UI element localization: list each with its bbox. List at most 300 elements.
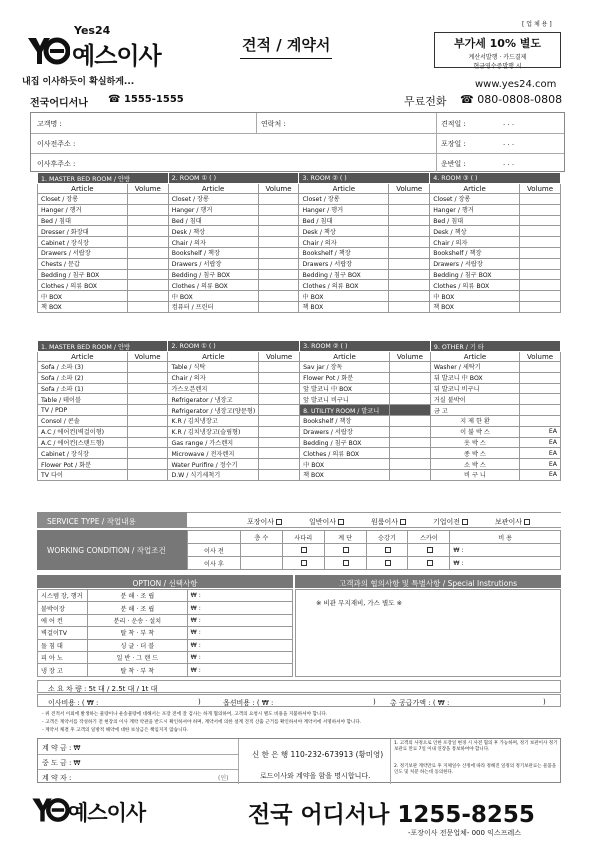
option-cost[interactable]: ₩ :	[187, 627, 292, 639]
article-cell: Desk / 책상	[299, 226, 389, 237]
working-condition-label: WORKING CONDITION / 작업조건	[37, 530, 187, 570]
article-col-header: Article	[38, 184, 128, 194]
article-cell: 지 제 한 환	[430, 415, 519, 426]
free-call-label: 무료전화	[404, 95, 447, 108]
volume-cell[interactable]	[259, 437, 300, 448]
volume-col-header: Volume	[389, 184, 430, 194]
estimate-date-field[interactable]: 견적일 :	[441, 120, 466, 128]
volume-cell[interactable]	[127, 237, 168, 248]
working-cost[interactable]: ₩ :	[450, 557, 561, 570]
article-cell: Bookshelf / 책장	[168, 247, 258, 258]
volume-cell[interactable]	[389, 394, 430, 405]
brand-small: Yes24	[74, 24, 111, 37]
article-cell: D.W / 식기세척기	[168, 469, 259, 480]
article-cell: Sofa / 소파 (3)	[38, 362, 128, 373]
volume-cell[interactable]	[389, 362, 430, 373]
pack-date-dots: . . .	[503, 139, 515, 147]
volume-cell[interactable]	[520, 415, 561, 426]
volume-cell[interactable]	[258, 247, 299, 258]
article-cell: Closet / 장롱	[430, 194, 520, 205]
volume-cell[interactable]	[389, 226, 430, 237]
volume-cell[interactable]	[520, 372, 561, 383]
article-cell: 가스오븐렌지	[168, 383, 259, 394]
volume-cell[interactable]	[520, 280, 561, 291]
volume-cell[interactable]	[389, 426, 430, 437]
working-row-label: 이사 후	[188, 557, 241, 570]
option-item: 냉 장 고	[38, 664, 88, 676]
volume-cell[interactable]	[259, 405, 300, 416]
option-item: 피 아 노	[38, 651, 88, 663]
volume-cell[interactable]	[389, 194, 430, 205]
article-cell: 옷 박 스	[430, 437, 519, 448]
option-item: 에 어 컨	[38, 614, 88, 626]
vehicle-row[interactable]: 소 요 차 량 : 5t 대 / 2.5t 대 / 1t 대	[37, 680, 561, 693]
service-option-label: 일반이사	[309, 518, 337, 526]
volume-cell[interactable]	[127, 383, 168, 394]
working-col-header: 층 수	[240, 531, 282, 544]
checkbox[interactable]	[524, 519, 530, 525]
working-cell[interactable]	[324, 557, 366, 570]
terms-1: 1. 고객의 사정으로 인한 포장일 변경 시 사전 협의 후 가능하며, 정기 보관이사 정기보관료 만료 7일 이내 연장을 통보하여야 합니다.	[394, 741, 558, 752]
working-cell[interactable]	[366, 544, 408, 557]
vat-box	[434, 32, 561, 68]
volume-cell[interactable]	[258, 258, 299, 269]
table-row	[38, 226, 561, 237]
volume-cell[interactable]	[520, 269, 561, 280]
volume-cell[interactable]	[127, 194, 168, 205]
checkbox[interactable]	[385, 547, 391, 553]
room-header-1: 1. MASTER BED ROOM / 안방	[38, 341, 168, 352]
table-row	[38, 301, 561, 312]
volume-cell[interactable]	[389, 247, 430, 258]
working-cell[interactable]	[240, 544, 282, 557]
from-address-field[interactable]: 이사전주소 :	[37, 140, 76, 148]
volume-col-header: Volume	[520, 352, 561, 362]
article-cell: Chests / 문갑	[38, 258, 128, 269]
brand-phone: ☎ 1555-1555	[108, 94, 184, 105]
article-cell: Hanger / 행거	[430, 204, 520, 215]
volume-cell[interactable]	[520, 291, 561, 302]
service-option-3[interactable]	[371, 517, 406, 527]
table-row	[38, 237, 561, 248]
volume-cell[interactable]	[259, 362, 300, 373]
volume-cell[interactable]	[258, 291, 299, 302]
table-row	[38, 664, 293, 676]
service-option-2[interactable]	[309, 517, 344, 527]
volume-cell[interactable]	[520, 405, 561, 416]
table-row	[38, 448, 561, 459]
working-cell[interactable]	[324, 544, 366, 557]
volume-col-header: Volume	[127, 352, 168, 362]
article-cell: Bookshelf / 책장	[300, 415, 390, 426]
article-cell: 中 BOX	[38, 291, 128, 302]
article-cell: Sav jar / 장독	[300, 362, 390, 373]
table-row	[38, 215, 561, 226]
ea-unit[interactable]: EA	[520, 426, 561, 437]
volume-cell[interactable]	[520, 194, 561, 205]
volume-cell[interactable]	[520, 258, 561, 269]
option-cost: 옵션비용 : ( ₩ :	[223, 699, 274, 707]
option-item: 시스템 장, 행거	[38, 590, 88, 602]
table-row	[188, 557, 561, 570]
volume-cell[interactable]	[389, 372, 430, 383]
footer-yes-logo-icon	[30, 795, 70, 825]
checkbox[interactable]	[462, 519, 468, 525]
article-cell: Refrigerator / 냉장고(양문형)	[168, 405, 259, 416]
volume-cell[interactable]	[127, 258, 168, 269]
article-cell: Hanger / 행거	[38, 204, 128, 215]
option-item: 돌 침 대	[38, 639, 88, 651]
table-row	[188, 544, 561, 557]
article-col-header: Article	[168, 352, 259, 362]
website: www.yes24.com	[475, 79, 557, 90]
volume-cell[interactable]	[389, 237, 430, 248]
table-row	[38, 394, 561, 405]
volume-cell[interactable]	[127, 204, 168, 215]
volume-cell[interactable]	[127, 415, 168, 426]
ea-unit[interactable]: EA	[520, 459, 561, 470]
volume-cell[interactable]	[259, 372, 300, 383]
article-cell: Flower Pot / 화분	[38, 459, 128, 470]
customer-name-field[interactable]: 고객명 :	[37, 120, 62, 128]
table-row	[38, 269, 561, 280]
article-col-header: Article	[430, 184, 520, 194]
volume-cell[interactable]	[389, 448, 430, 459]
customer-info	[30, 112, 565, 172]
article-cell: Closet / 장롱	[168, 194, 258, 205]
table-row	[38, 372, 561, 383]
volume-cell[interactable]	[389, 405, 430, 416]
volume-cell[interactable]	[259, 448, 300, 459]
yes-logo-icon	[26, 34, 70, 68]
article-cell: Microwave / 전자렌지	[168, 448, 259, 459]
volume-cell[interactable]	[127, 226, 168, 237]
article-cell: TV 다이	[38, 469, 128, 480]
volume-cell[interactable]	[520, 215, 561, 226]
volume-cell[interactable]	[520, 204, 561, 215]
volume-cell[interactable]	[127, 437, 168, 448]
checkbox[interactable]	[385, 560, 391, 566]
working-cost[interactable]: ₩ :	[450, 544, 561, 557]
room-header-3: 3. ROOM ② ( )	[299, 173, 430, 184]
article-cell: 책 BOX	[430, 301, 520, 312]
volume-cell[interactable]	[127, 405, 168, 416]
article-cell: Drawers / 서랍장	[168, 258, 258, 269]
volume-cell[interactable]	[520, 362, 561, 373]
footer-slogan: 전국 어디서나 1255-8255	[248, 802, 535, 828]
terms-2: 2. 정기보관 계약만료 후 지체일수 산정에 따라 정해진 일정의 정기보관료는 물품을 인도 및 처분 하는데 동의한다.	[394, 764, 557, 775]
article-cell: Desk / 책상	[168, 226, 258, 237]
option-table	[37, 589, 293, 677]
room-header-1: 1. MASTER BED ROOM / 안방	[38, 173, 169, 184]
volume-cell[interactable]	[127, 469, 168, 480]
volume-cell[interactable]	[258, 204, 299, 215]
checkbox[interactable]	[400, 519, 406, 525]
article-cell: Bed / 침대	[38, 215, 128, 226]
article-cell: Drawers / 서랍장	[430, 258, 520, 269]
working-cell[interactable]	[408, 544, 450, 557]
article-cell: Consol / 콘솔	[38, 415, 128, 426]
working-col-header: 계 단	[324, 531, 366, 544]
volume-cell[interactable]	[520, 383, 561, 394]
option-item: 붙박이장	[38, 602, 88, 614]
service-type-label: SERVICE TYPE / 작업내용	[37, 512, 187, 528]
option-service: 분 해 · 조 립	[87, 590, 187, 602]
volume-cell[interactable]	[389, 291, 430, 302]
article-cell: K.R / 김치냉장고	[168, 415, 259, 426]
volume-cell[interactable]	[127, 372, 168, 383]
article-cell: Bedding / 침구 BOX	[299, 269, 389, 280]
rooms-table-2	[37, 340, 561, 481]
checkbox[interactable]	[301, 547, 307, 553]
option-service: 탈 착 · 부 착	[87, 664, 187, 676]
article-cell: 거실 붙박이	[430, 394, 519, 405]
article-cell: Bedding / 침구 BOX	[300, 437, 390, 448]
article-cell: Bed / 침대	[168, 215, 258, 226]
volume-cell[interactable]	[259, 459, 300, 470]
article-cell: 中 BOX	[168, 291, 258, 302]
article-cell: Gas range / 가스렌지	[168, 437, 259, 448]
volume-cell[interactable]	[127, 448, 168, 459]
balance-field[interactable]: 중 도 금 : ₩	[42, 759, 81, 767]
checkbox[interactable]	[427, 560, 433, 566]
room-header-2: 2. ROOM ① ( )	[168, 341, 300, 352]
working-col-header: 승강기	[366, 531, 408, 544]
volume-cell[interactable]	[127, 394, 168, 405]
article-cell: 뒤 발코니 비구니	[430, 383, 519, 394]
pack-date-field[interactable]: 포장일 :	[441, 140, 466, 148]
service-option-label: 원룸이사	[371, 518, 399, 526]
volume-cell[interactable]	[127, 247, 168, 258]
volume-cell[interactable]	[259, 426, 300, 437]
article-cell: 책 BOX	[300, 469, 390, 480]
seal-mark: (인)	[218, 775, 229, 782]
volume-cell[interactable]	[520, 301, 561, 312]
option-service: 분리 · 운송 · 설치	[87, 614, 187, 626]
checkbox[interactable]	[343, 560, 349, 566]
room-header-3: 3. ROOM ② ( )	[300, 341, 431, 352]
volume-cell[interactable]	[127, 269, 168, 280]
article-cell: Drawers / 서랍장	[38, 247, 128, 258]
table-row	[38, 247, 561, 258]
volume-cell[interactable]	[258, 280, 299, 291]
volume-cell[interactable]	[389, 469, 430, 480]
customer-contact-field[interactable]: 연락처 :	[261, 120, 286, 128]
article-cell: Chair / 의자	[168, 237, 258, 248]
deposit-field[interactable]: 계 약 금 : ₩	[42, 744, 81, 752]
consult-box[interactable]	[295, 589, 561, 677]
volume-cell[interactable]	[520, 247, 561, 258]
article-cell: TV / PDP	[38, 405, 128, 416]
room-header-4: 9. OTHER / 기 타	[430, 341, 560, 352]
working-cell[interactable]	[366, 557, 408, 570]
volume-cell[interactable]	[520, 237, 561, 248]
volume-cell[interactable]	[389, 383, 430, 394]
article-cell: Washer / 세탁기	[430, 362, 519, 373]
rooms-table-1	[37, 172, 561, 313]
article-cell: Closet / 장롱	[299, 194, 389, 205]
service-option-label: 포장이사	[247, 518, 275, 526]
checkbox[interactable]	[301, 560, 307, 566]
checkbox[interactable]	[427, 547, 433, 553]
ea-unit[interactable]: EA	[520, 448, 561, 459]
working-row-label: 이사 전	[188, 544, 241, 557]
volume-cell[interactable]	[389, 415, 430, 426]
table-row	[38, 627, 293, 639]
volume-cell[interactable]	[389, 459, 430, 470]
volume-cell[interactable]	[127, 280, 168, 291]
cost-row[interactable]	[37, 694, 561, 707]
working-col-header: 스카이	[408, 531, 450, 544]
volume-cell[interactable]	[127, 362, 168, 373]
article-cell: Chair / 의자	[168, 372, 259, 383]
volume-cell[interactable]	[389, 437, 430, 448]
article-cell: Clothes / 의류 BOX	[168, 280, 258, 291]
article-cell: 소 박 스	[430, 459, 519, 470]
table-row	[38, 602, 293, 614]
vat-line2: 현금영수증발행 시	[473, 63, 522, 70]
volume-cell[interactable]	[259, 394, 300, 405]
ea-unit[interactable]: EA	[520, 437, 561, 448]
option-service: 탈 착 · 부 착	[87, 627, 187, 639]
volume-cell[interactable]	[389, 280, 430, 291]
table-row	[38, 437, 561, 448]
option-cost[interactable]: ₩ :	[187, 639, 292, 651]
volume-cell[interactable]	[389, 258, 430, 269]
move-cost-close: )	[198, 698, 201, 706]
utility-room-header: 8. UTILITY ROOM / 발코니	[300, 405, 390, 416]
option-cost[interactable]: ₩ :	[187, 614, 292, 626]
volume-cell[interactable]	[127, 291, 168, 302]
payment-box	[37, 738, 561, 783]
article-col-header: Article	[299, 184, 389, 194]
article-cell: Flower Pot / 화분	[300, 372, 390, 383]
article-cell: Drawers / 서랍장	[299, 258, 389, 269]
volume-col-header: Volume	[258, 184, 299, 194]
article-cell: Bookshelf / 책장	[430, 247, 520, 258]
move-date-field[interactable]: 운반일 :	[441, 160, 466, 168]
option-cost[interactable]: ₩ :	[187, 651, 292, 663]
table-row	[38, 459, 561, 470]
article-cell: A.C / 에어컨(벽걸이형)	[38, 426, 128, 437]
option-cost[interactable]: ₩ :	[187, 590, 292, 602]
option-cost[interactable]: ₩ :	[187, 664, 292, 676]
article-cell: Cabinet / 장식장	[38, 448, 128, 459]
brand-name: 예스이사	[72, 42, 161, 70]
volume-cell[interactable]	[259, 383, 300, 394]
table-row	[38, 405, 561, 416]
volume-cell[interactable]	[259, 415, 300, 426]
to-address-field[interactable]: 이사후주소 :	[37, 160, 76, 168]
table-row	[38, 614, 293, 626]
article-cell: 이 불 박 스	[430, 426, 519, 437]
blank-cell	[188, 531, 241, 544]
article-cell: 中 BOX	[300, 459, 390, 470]
service-option-4[interactable]	[433, 517, 468, 527]
total-cost: 총 공급가액 : ( ₩ :	[390, 699, 450, 707]
working-cell[interactable]	[240, 557, 282, 570]
page-title: 견적 / 계약서	[240, 34, 332, 59]
vat-title: 부가세 10% 별도	[453, 37, 542, 50]
checkbox[interactable]	[343, 547, 349, 553]
signer-field[interactable]: 계 약 자 :	[42, 774, 72, 782]
article-cell: K.R / 김치냉장고(슬림형)	[168, 426, 259, 437]
article-cell: 뒤 발코니 中 BOX	[430, 372, 519, 383]
volume-cell[interactable]	[259, 469, 300, 480]
service-option-5[interactable]	[495, 517, 530, 527]
total-cost-close: )	[543, 698, 546, 706]
article-col-header: Article	[430, 352, 519, 362]
volume-cell[interactable]	[520, 226, 561, 237]
option-service: 싱 글 · 더 블	[87, 639, 187, 651]
volume-cell[interactable]	[389, 215, 430, 226]
move-date-dots: . . .	[503, 159, 515, 167]
consult-label: 고객과의 협의사항 및 특별사항 / Special Instrutions	[295, 575, 561, 588]
table-row	[38, 258, 561, 269]
table-row	[38, 590, 293, 602]
brand-slogan: 내집 이사하듯이 확실하게...	[22, 77, 135, 87]
working-cell[interactable]	[408, 557, 450, 570]
volume-col-header: Volume	[127, 184, 168, 194]
article-cell: Clothes / 의류 BOX	[300, 448, 390, 459]
note-3: - 계약서 체결 후 고객의 일방적 해약에 대한 보상금은 책임지지 않습니다.	[42, 728, 189, 733]
checkbox[interactable]	[338, 519, 344, 525]
article-cell: Cabinet / 장식장	[38, 237, 128, 248]
volume-cell[interactable]	[258, 215, 299, 226]
working-cell[interactable]	[282, 557, 324, 570]
working-col-header: 사다리	[282, 531, 324, 544]
volume-cell[interactable]	[127, 215, 168, 226]
option-cost[interactable]: ₩ :	[187, 602, 292, 614]
option-cost-close: )	[373, 698, 376, 706]
article-cell: 종 박 스	[430, 448, 519, 459]
article-cell: Clothes / 의류 BOX	[38, 280, 128, 291]
volume-cell[interactable]	[127, 426, 168, 437]
article-cell: Water Purifire / 정수기	[168, 459, 259, 470]
table-row	[38, 426, 561, 437]
table-row	[38, 362, 561, 373]
article-cell: Hanger / 행거	[299, 204, 389, 215]
article-col-header: Article	[38, 352, 128, 362]
volume-cell[interactable]	[127, 459, 168, 470]
table-row	[38, 204, 561, 215]
volume-cell[interactable]	[389, 301, 430, 312]
volume-cell[interactable]	[258, 301, 299, 312]
move-cost: 이사비용 : ( ₩ :	[48, 699, 99, 707]
volume-cell[interactable]	[258, 237, 299, 248]
working-condition-table	[187, 530, 561, 570]
volume-cell[interactable]	[127, 301, 168, 312]
volume-cell[interactable]	[258, 226, 299, 237]
volume-cell[interactable]	[258, 194, 299, 205]
article-cell: Chair / 의자	[299, 237, 389, 248]
brand-logo	[26, 24, 186, 68]
article-cell: 앞 발코니 비구니	[300, 394, 390, 405]
free-call-phone: ☎ 080-0808-0808	[460, 93, 563, 106]
volume-cell[interactable]	[389, 269, 430, 280]
checkbox[interactable]	[276, 519, 282, 525]
working-cell[interactable]	[282, 544, 324, 557]
bank-account: 신 한 은 행 110-232-673913 (황미영)	[252, 750, 384, 759]
service-option-1[interactable]	[247, 517, 282, 527]
room-header-4: 4. ROOM ③ ( )	[430, 173, 561, 184]
table-row	[38, 291, 561, 302]
volume-cell[interactable]	[520, 394, 561, 405]
ea-unit[interactable]: EA	[520, 469, 561, 480]
article-cell: Clothes / 의류 BOX	[299, 280, 389, 291]
volume-cell[interactable]	[258, 269, 299, 280]
volume-cell[interactable]	[389, 204, 430, 215]
